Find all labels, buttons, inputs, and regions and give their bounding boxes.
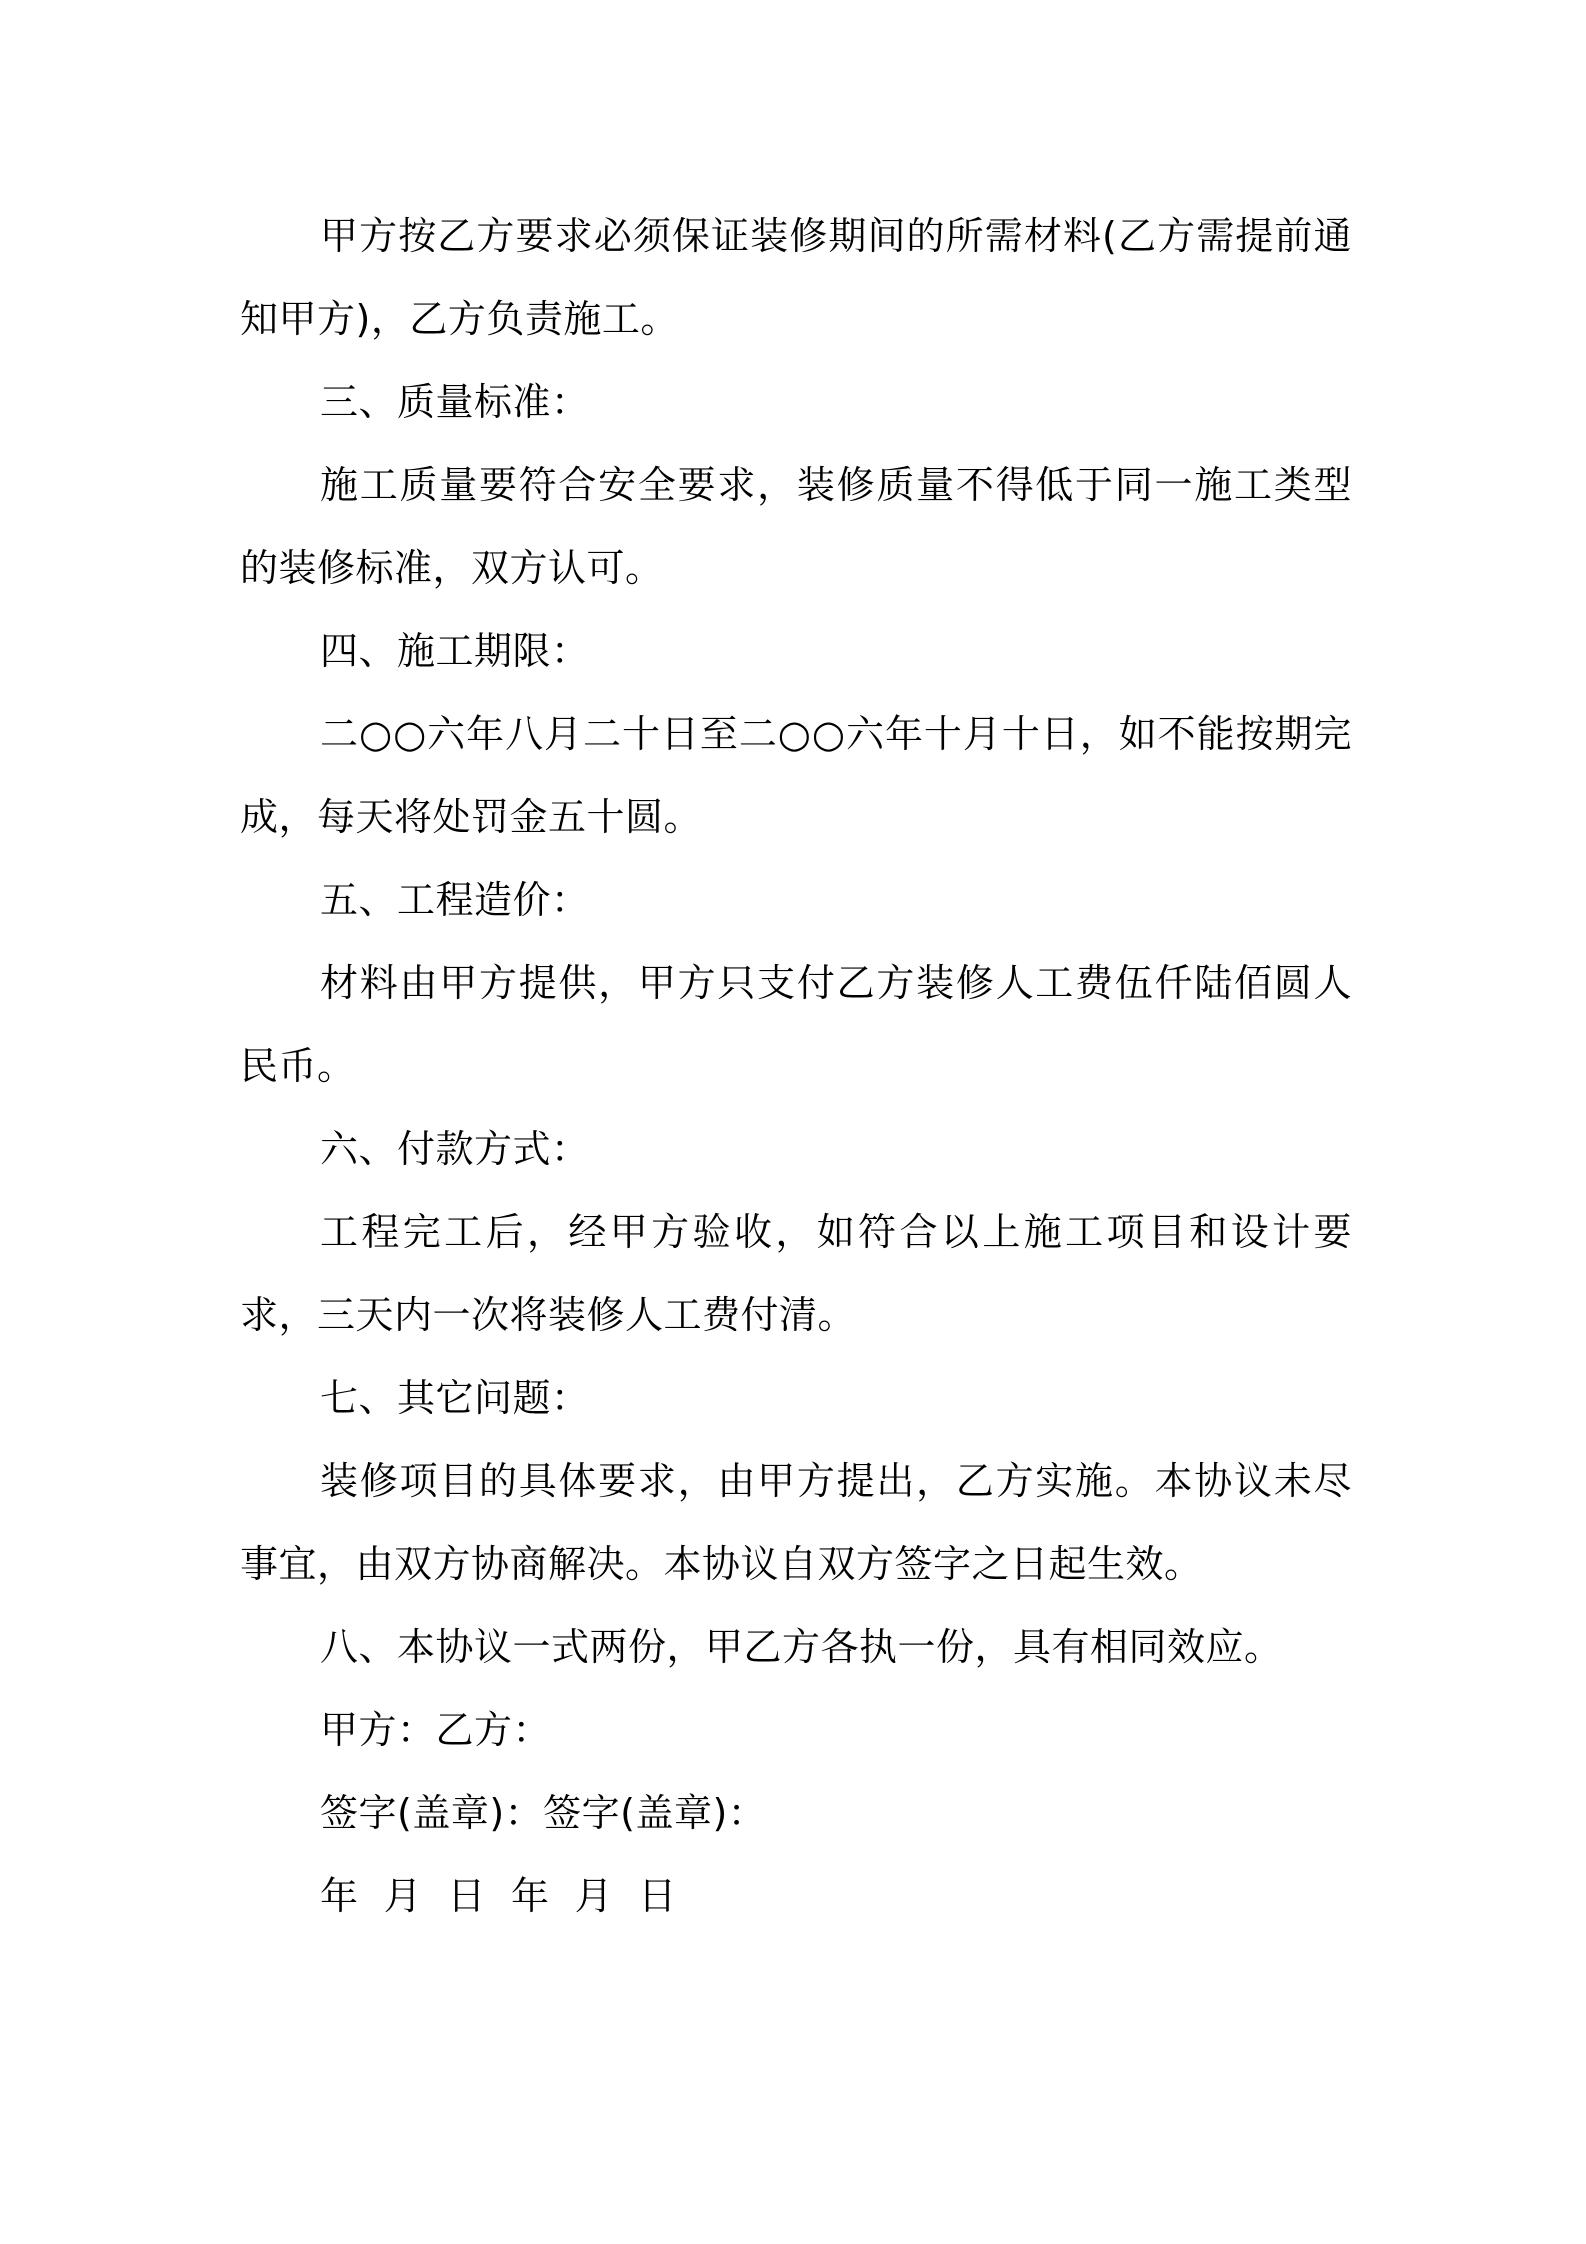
heading-construction-period: 四、施工期限： xyxy=(320,629,590,673)
signature-line: 签字(盖章)：签字(盖章)： xyxy=(320,1791,767,1835)
date-line: 年 月 日 年 月 日 xyxy=(320,1874,677,1918)
paragraph-construction-period: 二○○六年八月二十日至二○○六年十月十日，如不能按期完成，每天将处罚金五十圆。 xyxy=(240,712,1352,839)
paragraph-quality-standard: 施工质量要符合安全要求，装修质量不得低于同一施工类型的装修标准，双方认可。 xyxy=(240,463,1352,590)
heading-other-issues: 七、其它问题： xyxy=(320,1376,590,1420)
parties-line: 甲方：乙方： xyxy=(320,1708,552,1752)
paragraph-project-cost: 材料由甲方提供，甲方只支付乙方装修人工费伍仟陆佰圆人民币。 xyxy=(240,961,1352,1088)
heading-project-cost: 五、工程造价： xyxy=(320,878,590,922)
heading-quality-standard: 三、质量标准： xyxy=(320,380,590,424)
paragraph-materials: 甲方按乙方要求必须保证装修期间的所需材料(乙方需提前通知甲方)，乙方负责施工。 xyxy=(240,214,1352,341)
paragraph-payment-method: 工程完工后，经甲方验收，如符合以上施工项目和设计要求，三天内一次将装修人工费付清。 xyxy=(240,1210,1352,1337)
paragraph-other-issues: 装修项目的具体要求，由甲方提出，乙方实施。本协议未尽事宜，由双方协商解决。本协议自双方签字之日起生效。 xyxy=(240,1459,1352,1586)
heading-payment-method: 六、付款方式： xyxy=(320,1127,590,1171)
document-body xyxy=(240,195,1352,1938)
paragraph-copies: 八、本协议一式两份，甲乙方各执一份，具有相同效应。 xyxy=(320,1625,1283,1669)
